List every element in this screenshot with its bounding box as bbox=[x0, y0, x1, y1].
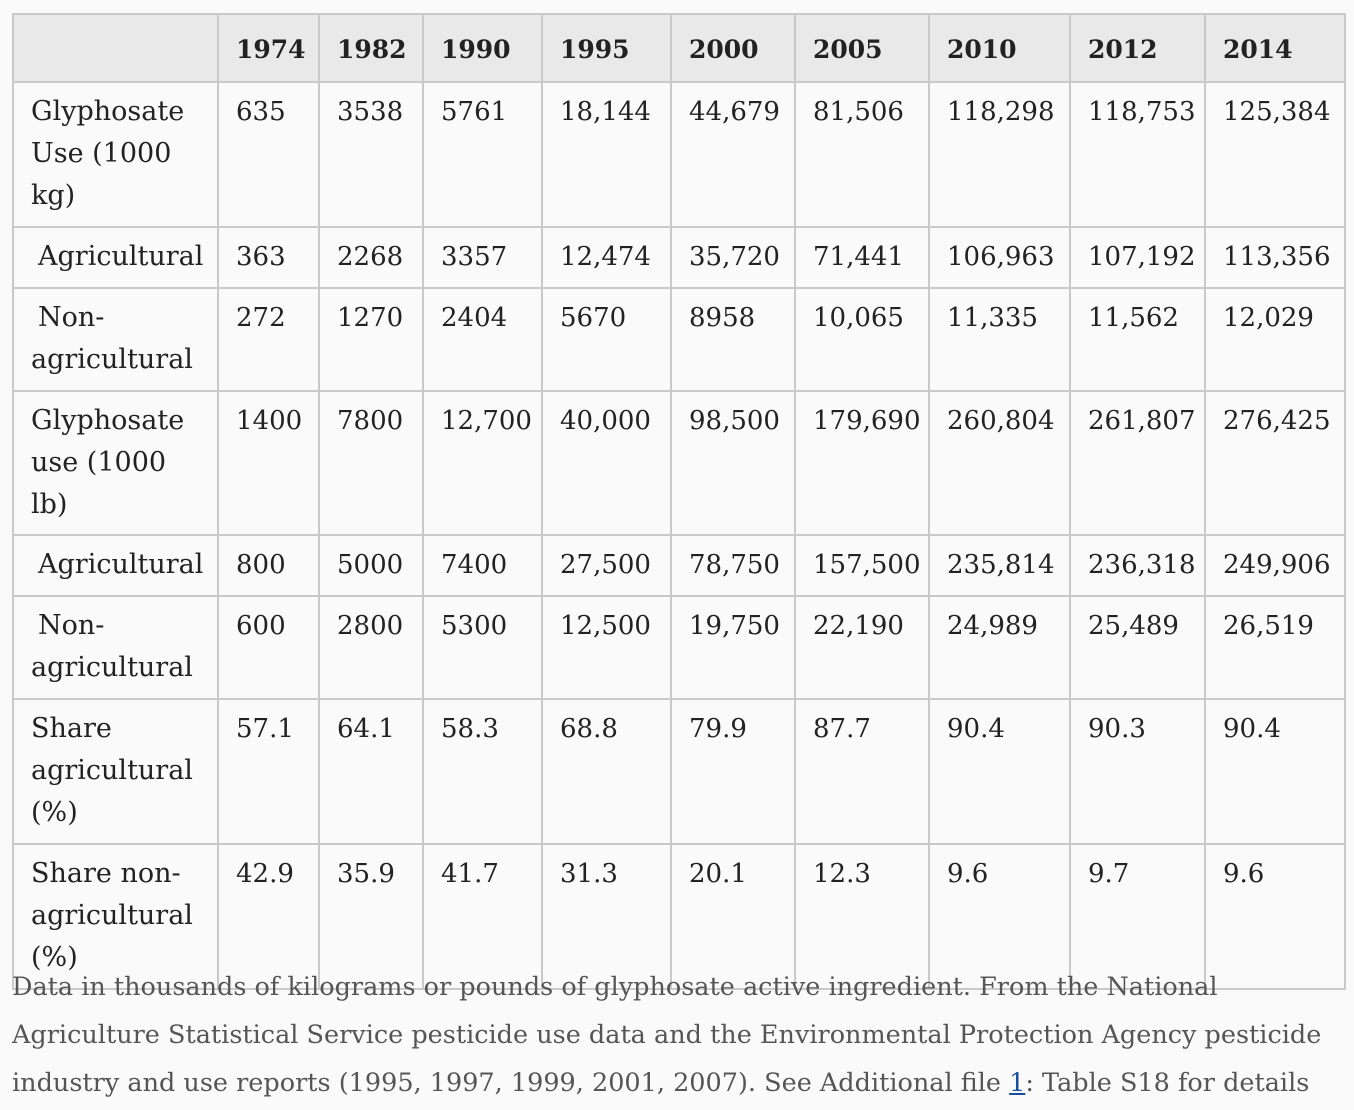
row-label-text: Agricultural bbox=[38, 241, 204, 272]
additional-file-link[interactable]: 1 bbox=[1009, 1068, 1026, 1098]
table-cell: 57.1 bbox=[218, 699, 319, 844]
header-cell-year: 1990 bbox=[423, 14, 542, 82]
table-cell: 10,065 bbox=[795, 288, 929, 391]
table-cell: 113,356 bbox=[1205, 227, 1345, 288]
table-cell: 5300 bbox=[423, 596, 542, 699]
table-cell: 11,562 bbox=[1070, 288, 1205, 391]
table-cell: 12.3 bbox=[795, 844, 929, 989]
header-row bbox=[13, 14, 1345, 82]
table-cell: 12,029 bbox=[1205, 288, 1345, 391]
row-label bbox=[13, 535, 218, 596]
table-cell: 98,500 bbox=[671, 391, 795, 535]
table-cell: 40,000 bbox=[542, 391, 671, 535]
table-cell: 800 bbox=[218, 535, 319, 596]
table-cell: 235,814 bbox=[929, 535, 1070, 596]
table-row bbox=[13, 535, 1345, 596]
table-cell: 22,190 bbox=[795, 596, 929, 699]
row-label bbox=[13, 391, 218, 535]
table-cell: 179,690 bbox=[795, 391, 929, 535]
caption-text-end: : Table S18 for details bbox=[1025, 1068, 1310, 1098]
table-cell: 90.3 bbox=[1070, 699, 1205, 844]
header-cell-year: 2010 bbox=[929, 14, 1070, 82]
table-caption bbox=[12, 963, 1332, 1107]
table-cell: 81,506 bbox=[795, 82, 929, 227]
table-cell: 12,474 bbox=[542, 227, 671, 288]
table-row bbox=[13, 288, 1345, 391]
table-cell: 58.3 bbox=[423, 699, 542, 844]
table-cell: 118,753 bbox=[1070, 82, 1205, 227]
table-cell: 236,318 bbox=[1070, 535, 1205, 596]
table-cell: 68.8 bbox=[542, 699, 671, 844]
header-cell-year: 1982 bbox=[319, 14, 423, 82]
table-cell: 3538 bbox=[319, 82, 423, 227]
table-cell: 7400 bbox=[423, 535, 542, 596]
row-label bbox=[13, 288, 218, 391]
table-cell: 260,804 bbox=[929, 391, 1070, 535]
table-cell: 41.7 bbox=[423, 844, 542, 989]
table-cell: 5000 bbox=[319, 535, 423, 596]
table-row bbox=[13, 596, 1345, 699]
table-cell: 71,441 bbox=[795, 227, 929, 288]
table-cell: 1270 bbox=[319, 288, 423, 391]
table-cell: 9.6 bbox=[929, 844, 1070, 989]
table-cell: 261,807 bbox=[1070, 391, 1205, 535]
header-cell-year: 2014 bbox=[1205, 14, 1345, 82]
table-cell: 78,750 bbox=[671, 535, 795, 596]
table-cell: 20.1 bbox=[671, 844, 795, 989]
table-cell: 35.9 bbox=[319, 844, 423, 989]
table-cell: 26,519 bbox=[1205, 596, 1345, 699]
table-cell: 90.4 bbox=[929, 699, 1070, 844]
table-cell: 90.4 bbox=[1205, 699, 1345, 844]
table-cell: 19,750 bbox=[671, 596, 795, 699]
table-row bbox=[13, 699, 1345, 844]
row-label bbox=[13, 699, 218, 844]
row-label-text: Share non-agricultural (%) bbox=[31, 858, 193, 973]
header-cell-year: 1995 bbox=[542, 14, 671, 82]
table-cell: 12,700 bbox=[423, 391, 542, 535]
table-cell: 12,500 bbox=[542, 596, 671, 699]
table-cell: 1400 bbox=[218, 391, 319, 535]
table-cell: 7800 bbox=[319, 391, 423, 535]
table-cell: 79.9 bbox=[671, 699, 795, 844]
header-cell-year: 2000 bbox=[671, 14, 795, 82]
table-cell: 107,192 bbox=[1070, 227, 1205, 288]
table-cell: 249,906 bbox=[1205, 535, 1345, 596]
table-cell: 5761 bbox=[423, 82, 542, 227]
row-label-text: Non-agricultural bbox=[31, 610, 193, 683]
data-table-container bbox=[12, 13, 1344, 990]
caption-text: Data in thousands of kilograms or pounds of glyphosate active ingredient. From the National Agriculture Statistical Service pesticide use data and the Environmental Protection Agency pesticide industry and use reports (1995, 1997, 1999, 2001, 2007). See Additional file bbox=[12, 972, 1322, 1098]
table-cell: 635 bbox=[218, 82, 319, 227]
table-cell: 27,500 bbox=[542, 535, 671, 596]
row-label-text: Glyphosate Use (1000 kg) bbox=[31, 96, 185, 211]
row-label bbox=[13, 82, 218, 227]
table-cell: 118,298 bbox=[929, 82, 1070, 227]
table-row bbox=[13, 82, 1345, 227]
table-cell: 272 bbox=[218, 288, 319, 391]
row-label bbox=[13, 596, 218, 699]
glyphosate-use-table bbox=[12, 13, 1346, 990]
table-cell: 2268 bbox=[319, 227, 423, 288]
table-cell: 157,500 bbox=[795, 535, 929, 596]
header-cell-year: 2012 bbox=[1070, 14, 1205, 82]
table-cell: 5670 bbox=[542, 288, 671, 391]
row-label-text: Share agricultural (%) bbox=[31, 713, 193, 828]
table-row bbox=[13, 391, 1345, 535]
table-row bbox=[13, 227, 1345, 288]
header-cell-corner bbox=[13, 14, 218, 82]
table-cell: 600 bbox=[218, 596, 319, 699]
table-cell: 11,335 bbox=[929, 288, 1070, 391]
header-cell-year: 1974 bbox=[218, 14, 319, 82]
row-label-text: Agricultural bbox=[38, 549, 204, 580]
table-cell: 106,963 bbox=[929, 227, 1070, 288]
table-cell: 9.6 bbox=[1205, 844, 1345, 989]
table-cell: 276,425 bbox=[1205, 391, 1345, 535]
table-cell: 44,679 bbox=[671, 82, 795, 227]
table-cell: 25,489 bbox=[1070, 596, 1205, 699]
table-cell: 2800 bbox=[319, 596, 423, 699]
table-cell: 3357 bbox=[423, 227, 542, 288]
table-cell: 64.1 bbox=[319, 699, 423, 844]
table-cell: 42.9 bbox=[218, 844, 319, 989]
row-label-text: Glyphosate use (1000 lb) bbox=[31, 405, 185, 520]
table-cell: 24,989 bbox=[929, 596, 1070, 699]
table-cell: 31.3 bbox=[542, 844, 671, 989]
header-cell-year: 2005 bbox=[795, 14, 929, 82]
table-cell: 87.7 bbox=[795, 699, 929, 844]
table-cell: 363 bbox=[218, 227, 319, 288]
table-cell: 35,720 bbox=[671, 227, 795, 288]
row-label bbox=[13, 227, 218, 288]
table-cell: 9.7 bbox=[1070, 844, 1205, 989]
table-cell: 2404 bbox=[423, 288, 542, 391]
row-label-text: Non-agricultural bbox=[31, 302, 193, 375]
table-cell: 8958 bbox=[671, 288, 795, 391]
table-cell: 125,384 bbox=[1205, 82, 1345, 227]
table-cell: 18,144 bbox=[542, 82, 671, 227]
